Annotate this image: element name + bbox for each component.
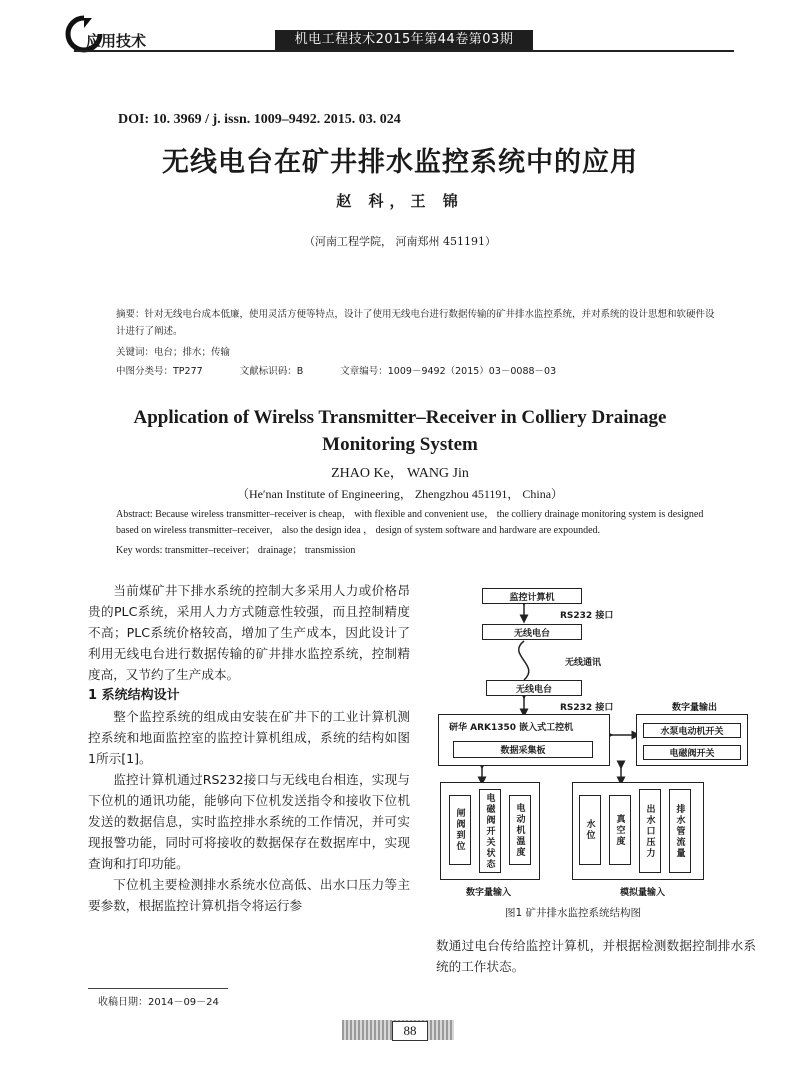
figure-caption: 图1 矿井排水监控系统结构图 xyxy=(505,907,642,919)
pump-switch-box: 水泵电动机开关 xyxy=(643,723,741,738)
monitor-computer-box: 监控计算机 xyxy=(482,588,582,604)
document-code: 文献标识码：B xyxy=(239,366,304,377)
ipc-label: 研华 ARK1350 嵌入式工控机 xyxy=(449,723,574,733)
abstract-english: Abstract: Because wireless transmitter–receiver is cheap， with flexible and convenient use， the colliery drainage monitoring system is designed based on wireless transmitter–receiver， also the design idea ， design of system software and hardware are expounded. xyxy=(116,509,704,536)
header-rule xyxy=(74,50,734,52)
daq-board-box: 数据采集板 xyxy=(453,741,593,758)
paragraph: 监控计算机通过RS232接口与无线电台相连，实现与下位机的通讯功能，能够向下位机发送指令和接收下位机发送的数据信息，实时监控排水系统的工作情况，并可实现报警功能，同时可将接收的数据保存在数据库中，实现查询和打印功能。 xyxy=(88,772,410,871)
vacuum-box: 真空度 xyxy=(609,795,631,865)
keywords-chinese: 关键词：电台；排水；传输 xyxy=(116,347,231,358)
ipc-box xyxy=(438,714,610,766)
paragraph: 数通过电台传给监控计算机，并根据检测数据控制排水系统的工作状态。 xyxy=(436,938,756,974)
wireless-comm-label: 无线通讯 xyxy=(565,658,602,668)
affiliation-chinese: （河南工程学院， 河南郑州 451191） xyxy=(304,235,496,248)
article-number: 文章编号：1009－9492（2015）03－0088－03 xyxy=(340,366,557,377)
digital-output-label: 数字量输出 xyxy=(672,703,718,713)
paragraph: 当前煤矿井下排水系统的控制大多采用人力或价格昂贵的PLC系统，采用人力方式随意性较强，而且控制精度不高；PLC系统价格较高，增加了生产成本，因此设计了利用无线电台进行数据传输的矿井排水监控系统，控制精度高，又节约了生产成本。 xyxy=(88,583,410,682)
title-english-line2: Monitoring System xyxy=(322,434,478,455)
abstract-chinese: 摘要：针对无线电台成本低廉，使用灵活方便等特点，设计了使用无线电台进行数据传输的矿井排水监控系统，并对系统的设计思想和软硬件设计进行了阐述。 xyxy=(116,309,715,337)
radio-box-bottom: 无线电台 xyxy=(486,680,582,696)
paragraph: 整个监控系统的组成由安装在矿井下的工业计算机测控系统和地面监控室的监控计算机组成，系统的结构如图1所示[1]。 xyxy=(88,709,410,766)
class-number: 中图分类号：TP277 xyxy=(116,366,203,377)
journal-banner: 机电工程技术2015年第44卷第03期 xyxy=(275,30,533,50)
radio-box-top: 无线电台 xyxy=(482,624,582,640)
received-date-footnote: 收稿日期：2014－09－24 xyxy=(98,997,219,1008)
digital-input-group xyxy=(440,782,540,880)
authors-english: ZHAO Ke， WANG Jin xyxy=(331,466,469,481)
title-chinese: 无线电台在矿井排水监控系统中的应用 xyxy=(162,147,638,178)
title-english-line1: Application of Wirelss Transmitter–Receiver in Colliery Drainage xyxy=(133,407,667,428)
rs232-label-top: RS232 接口 xyxy=(560,611,614,621)
footnote-rule xyxy=(88,988,228,989)
affiliation-english: （He′nan Institute of Engineering， Zhengzhou 451191， China） xyxy=(236,487,564,501)
valve-state-box: 电磁阀开关状态 xyxy=(479,789,501,873)
paragraph: 下位机主要检测排水系统水位高低、出水口压力等主要参数，根据监控计算机指令将运行参 xyxy=(88,877,410,913)
classification-line xyxy=(116,363,590,380)
water-level-box: 水位 xyxy=(579,795,601,865)
keywords-english: Key words: transmitter–receiver； drainage； transmission xyxy=(116,545,356,556)
valve-switch-box: 电磁阀开关 xyxy=(643,745,741,760)
section-label: 应用技术 xyxy=(86,32,147,50)
body-right-column xyxy=(436,935,756,977)
outlet-pressure-box: 出水口压力 xyxy=(639,789,661,873)
doi: DOI: 10. 3969 / j. issn. 1009–9492. 2015. 03. 024 xyxy=(118,112,401,127)
digital-input-label: 数字量输入 xyxy=(466,888,512,898)
flow-box: 排水管流量 xyxy=(669,789,691,873)
analog-input-label: 模拟量输入 xyxy=(620,888,666,898)
motor-temp-box: 电动机温度 xyxy=(509,795,531,865)
analog-input-group xyxy=(572,782,704,880)
rs232-label-bottom: RS232 接口 xyxy=(560,703,614,713)
digital-output-group xyxy=(636,714,748,766)
page-number: 88 xyxy=(392,1021,428,1041)
body-left-column xyxy=(88,580,410,916)
section-heading: 1 系统结构设计 xyxy=(88,688,180,703)
authors-chinese: 赵 科，王 锦 xyxy=(336,192,464,210)
gate-valve-box: 闸阀到位 xyxy=(449,795,471,865)
